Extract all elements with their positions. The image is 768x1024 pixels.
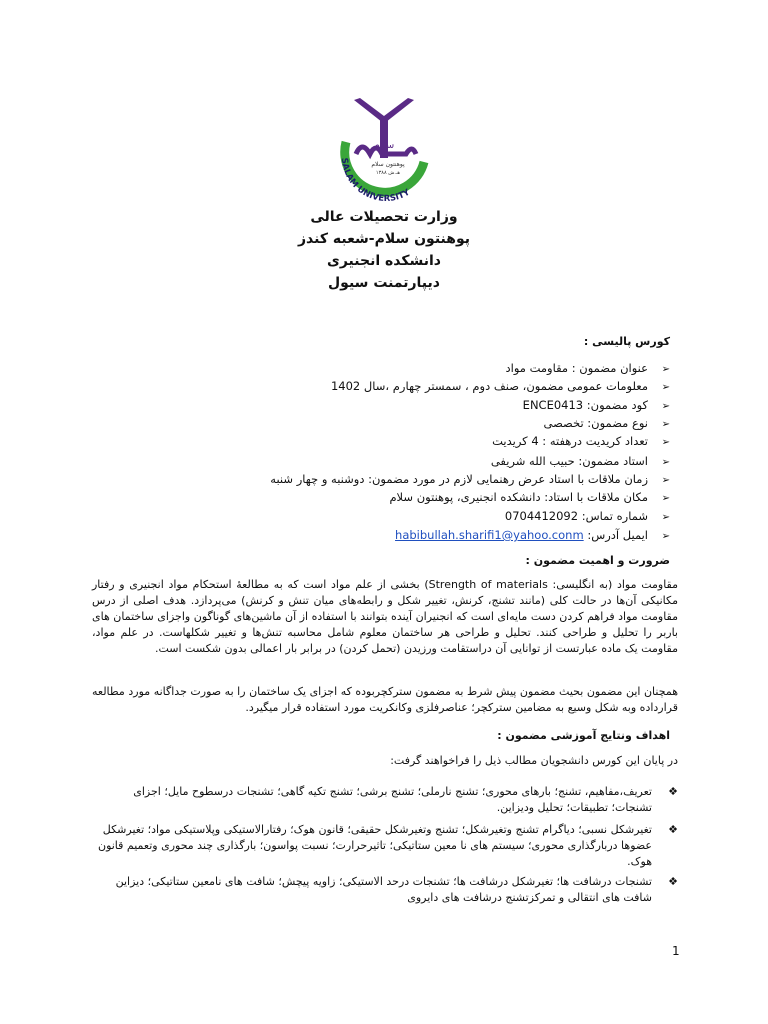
goal-item-3: ❖ تشنجات درشافت ها؛ تغیرشکل درشافت ها؛ تشنجات درحد الاستیکی؛ زاویه پیچش؛ شافت های نامعین ستاتیکی؛ دیزاین شافت های انتقالی و تمرکزتشنج درشافت های دایروی	[115, 875, 678, 904]
salam-university-logo	[332, 96, 436, 206]
diamond-bullet-icon: ❖	[668, 823, 678, 836]
logo-arabic-text: سلام	[373, 140, 395, 151]
arrow-bullet-icon: ➢	[661, 419, 670, 430]
course-policy-title: کورس پالیسی :	[583, 335, 670, 348]
logo-small-text: پوهنتون سلام	[371, 161, 405, 168]
importance-paragraph-1: مقاومت مواد (به انگلیسی: Strength of materials) بخشی از علم مواد است که به مطالعهٔ استحکام مواد انجنیری و رفتار مکانیکی آن‌ها در حالت کلی (مانند تشنج، کرنش، تغییر شکل و رابطه‌های میان تنش و کرنش) می‌پردازد. هدف اصلی از درس مقاومت مواد فراهم کردن دست مایه‌ای است که انجنیران آینده بتوانند با استفاده از آن ماشین‌های گوناگون واجزای ساختمان های باربر را تحلیل و طراحی کنند. تحلیل و طراحی هر ساختمان معلوم شامل محاسبه تنش‌ها و تغییر شکلهاست. در علم مواد، مقاومت یک ماده عبارتست از توانایی آن دراستقامت ورزیدن (تحمل کردن) در برابر بار اعمالی بدون شکست است.	[92, 578, 679, 655]
arrow-bullet-icon: ➢	[661, 382, 670, 393]
email-label: ایمیل آدرس:	[587, 528, 648, 542]
logo-ring-text: SALAM UNIVERSITY	[338, 157, 412, 204]
goals-title: اهداف ونتایج آموزشی مضمون :	[497, 729, 670, 742]
arrow-bullet-icon: ➢	[661, 457, 670, 468]
importance-title: ضرورت و اهمیت مضمون :	[525, 554, 670, 567]
policy-item	[491, 454, 670, 468]
policy-item	[331, 379, 670, 393]
policy-item	[543, 416, 670, 430]
arrow-bullet-icon: ➢	[661, 437, 670, 448]
header-line-ministry: وزارت تحصیلات عالی	[310, 209, 458, 225]
arrow-bullet-icon: ➢	[661, 364, 670, 375]
arrow-bullet-icon: ➢	[661, 531, 670, 542]
page-number: 1	[672, 944, 680, 958]
goals-intro: در پایان این کورس دانشجویان مطالب ذیل را فراخواهند گرفت:	[390, 754, 678, 767]
policy-item	[505, 509, 670, 523]
policy-item-text: نوع مضمون: تخصصی	[543, 416, 648, 430]
policy-item	[523, 398, 670, 412]
importance-paragraph-2: همچنان این مضمون بحیث مضمون پیش شرط به مضمون سترکچربوده که اجزای یک ساختمان را به صورت جداگانه مورد مطالعه قرارداده وبه شکل وسیع به مضامین سترکچر؛ عناصرفلزی وکانکریت مورد استفاده قرار میگیرد.	[92, 685, 678, 714]
goal-item-1: ❖ تعریف،مفاهیم، تشنج؛ بارهای محوری؛ تشنج نارملی؛ تشنج برشی؛ تشنج تکیه گاهی؛ تشنجات درسطوح مایل؛ اجزای تشنجات؛ تطبیقات؛ تحلیل ودیزاین.	[133, 785, 678, 814]
policy-item	[492, 434, 670, 448]
arrow-bullet-icon: ➢	[661, 475, 670, 486]
arrow-bullet-icon: ➢	[661, 512, 670, 523]
policy-item-text: استاد مضمون: حبیب الله شریفی	[490, 454, 648, 468]
policy-item-text: زمان ملاقات با استاد عرض رهنمایی لازم در مورد مضمون: دوشنبه و چهار شنبه	[270, 472, 648, 486]
policy-item-email	[395, 528, 670, 542]
goal-item-2: ❖ تغیرشکل نسبی؛ دیاگرام تشنج وتغیرشکل؛ تشنج وتغیرشکل حقیقی؛ قانون هوک؛ رفتارالاستیکی وپلاستیکی مواد؛ تغیرشکل عضوها دربارگذاری محوری؛ سیستم های نا معین ستاتیکی؛ تاثیرحرارت؛ نسبت پواسون؛ بارگذاری چند محوری وتعمیم قانون هوک.	[97, 823, 678, 868]
diamond-bullet-icon: ❖	[668, 785, 678, 798]
policy-item-text: تعداد کریدیت درهفته : 4 کریدیت	[492, 434, 648, 448]
arrow-bullet-icon: ➢	[661, 493, 670, 504]
policy-item	[270, 472, 670, 486]
policy-item-text: عنوان مضمون : مقاومت مواد	[505, 361, 648, 375]
arrow-bullet-icon: ➢	[661, 401, 670, 412]
institution-header	[200, 206, 568, 294]
logo-year-text: ۱۳۸۸ هـ.ش	[375, 170, 401, 176]
diamond-bullet-icon: ❖	[668, 875, 678, 888]
policy-item	[506, 361, 670, 375]
policy-item-text: شماره تماس: 0704412092	[504, 509, 648, 523]
header-line-university: پوهنتون سلام-شعبه کندز	[298, 231, 470, 247]
email-link[interactable]: habibullah.sharifi1@yahoo.conm	[395, 528, 584, 542]
policy-item-text: معلومات عمومی مضمون، صنف دوم ، سمستر چهارم ،سال 1402	[330, 379, 648, 393]
policy-item	[389, 490, 670, 504]
policy-item-text: کود مضمون: ENCE0413	[522, 398, 648, 412]
policy-item-text: مکان ملاقات با استاد: دانشکده انجنیری، پوهنتون سلام	[389, 490, 648, 504]
header-line-faculty: دانشکده انجنیری	[327, 253, 441, 269]
header-line-department: دیپارتمنت سیول	[328, 275, 440, 291]
